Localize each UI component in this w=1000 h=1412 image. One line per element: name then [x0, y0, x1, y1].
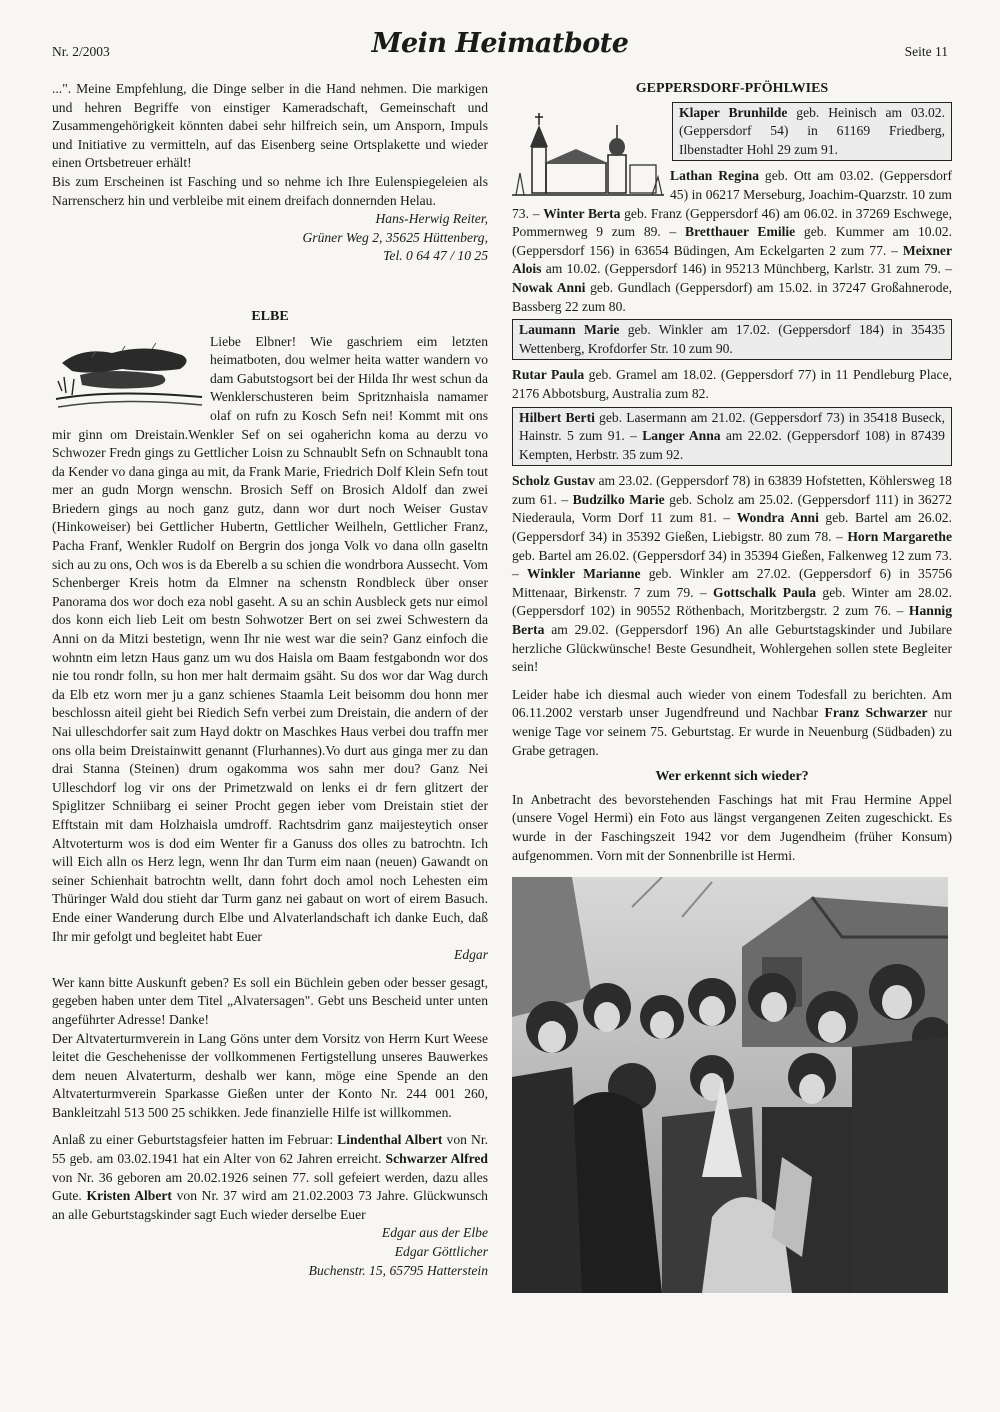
- section-title-wer-erkennt: Wer erkennt sich wieder?: [655, 769, 809, 785]
- church-illustration: [512, 103, 664, 203]
- birthday-paragraph: Anlaß zu einer Geburtstagsfeier hatten im Februar: Lindenthal Albert von Nr. 55 geb. am 03.02.1941 hat ein Alter von 62 Jahren erreicht. Schwarzer Alfred von Nr. 36 geboren am 20.02.1926 seinen 77. soll gefeiert werden, dazu alles Gute. Kristen Albert von Nr. 37 wird am 21.02.2003 73 Jahre. Glückwunsch an alle Geburtstagskinder sagt Euch wieder derselbe Euer: [52, 1132, 488, 1222]
- signature-name: Hans-Herwig Reiter,: [375, 211, 488, 227]
- birthday-box-hilbert: Hilbert Berti geb. Lasermann am 21.02. (Geppersdorf 73) in 35418 Buseck, Hainstr. 5 zum 91. – Langer Anna am 22.02. (Geppersdorf 108) in 87439 Kempten, Herbstr. 35 zum 92.: [512, 407, 952, 467]
- elbe-signature: Edgar: [454, 947, 488, 963]
- verein-paragraph: Der Altvaterturmverein in Lang Göns unter dem Vorsitz von Herrn Kurt Weese leitet die Geschehenisse der vollkommenen Fertigstellung unseres Bauwerkes dem neuen Alvaterturm, deshalb wer kann, möge eine Spende an den Altvaterturmverein Sparkasse Gießen unter der Konto Nr. 244 001 260, Bankleitzahl 513 500 25 schikken. Jede finanzielle Hilfe ist willkommen.: [52, 1030, 488, 1120]
- geppersdorf-paragraph-2: Rutar Paula geb. Gramel am 18.02. (Geppersdorf 77) in 11 Pendleburg Place, 2176 Abbotsburg, Australia zum 82.: [512, 367, 953, 401]
- elbe-text: Liebe Elbner! Wie gaschriem eim letzten heimatboten, dou welmer heita watter wandern vo dam Gabutstogsort bei der Hilda Ihr west schun da Wenklerschusteren beim Spritznhaisla namamer olaf on rufn zu Kosch Sefn nei! Kommt mit ons mir ginn om Dreistain.Wenkler Sef on sei ogaherichn koma au derzu vo Schwozer Fredn gings zu Gettlicher Loisn zu Schnaublt Sefn on Schnaublt tona da Kender vo dana ginga au mit, da Frank Marie, Friedrich Dolf Klein Sefn tout mer an gudn Morgn wenschn. Brosich Seff on Brosich Aldolf dan zwei Briedern gings au noch ganz gutz, dann wor durt noch Weiser Gustav (Hinkoweiser) bei Gettlicher Hubertn, Gettlicher Weilheln, Gettlicher Franz, Pacha Franf, Wenkler Rudolf on Bergrin dos jonga Volk vo dana olln gaseltn sich au zu ons, Och wos is da Eberelb a su schien die wondrbora Aussecht. Vom Schenberger Kreis hotm da Elmner na schenstn Rondbleck über onser Panorama dos wor doch eza nobl gaseht. A su an schin Ausbleck gets nur eimol dos konn eich lieb Leit om bestn Sohwotzer Bert on sei zwei Schwestern da Anni on da Mitzi bestetign, wenn Ihr nie west war die sein? Ganz einfoch die wohntn eim letzn Haus ganz um wu dos Haisla om Baam festgabondn wor dos nie tou rondr folln, su hon mer halt dermaim gsäht. Su dos wor dar Wag durch da Elb etz worn mer ju a ganz schienes Staamla Leit beisomm dou honn mer beschlossn aiteil gieht bei Riedich Sefn verbei zum Dreistain, die andern of der Nai ulleschdorfer sait zum Hayd doktr on Maschkes Haus verbei dou traffn mer ons olla beim Dreistainwitt genannt (Flurhannes).Vo durt aus ginga mer zu dan drai Stanna (Steinen) drum ogakomma wos sahn mer dou? Ganz Nei Ulleschdorf log vir ons der Primetzwald on lenks ei dr fern glitzert der Spiglitzer Schniibarg ei seiner Procht gegen ieber vom Dreistain stiet der Efftstain mit dam Holzhaisla umdroff. Rachtsdrim ganz maijesteytich onser Altvoterturm wos is dod eim Wenter fir a Ganuss dos olles zu batrochtn. Ich will Eich alln os Herz legn, wenn Ihr dan Turm eim naan (neuen) Gawandt on seiner Schienhait batrochtn wellt, dann fohrt doch amol noch Lehesten eim Thüringer Wald dou stieht dar Turm ganz nei gabaut on wort of eirem Basuch. Ende einer Wanderung durch Elbe und Alvaterlandschaft ich danke Euch, daß Ihr mir gefolgt und begleitet habt Euer: [52, 333, 488, 944]
- rock-landscape-illustration: [52, 333, 204, 413]
- masthead-title: Mein Heimatbote: [371, 28, 629, 59]
- birthday-name: Schwarzer Alfred: [385, 1151, 488, 1167]
- signature-address: Grüner Weg 2, 35625 Hüttenberg,: [302, 229, 488, 245]
- geppersdorf-paragraph-3: Scholz Gustav am 23.02. (Geppersdorf 78) in 63839 Hofstetten, Köhlersweg 18 zum 61. – Budzilko Marie geb. Scholz am 25.02. (Geppersdorf 111) in 36272 Niederaula, Vorm Dorf 11 zum 81. – Wondra Anni geb. Bartel am 26.02. (Geppersdorf 34) in 35392 Gießen, Liebigstr. 80 zum 78. – Horn Margarethe geb. Bartel am 26.02. (Geppersdorf 34) in 35394 Gießen, Falkenweg 12 zum 73. – Winkler Marianne geb. Winkler am 27.02. (Geppersdorf 6) in 35756 Mittenaar, Birkenstr. 7 zum 79. – Gottschalk Paula geb. Winter am 28.02. (Geppersdorf 102) in 90552 Röthenbach, Moritzbergstr. 2 zum 76. – Hannig Berta am 29.02. (Geppersdorf 196) An alle Geburtstagskinder und Jubilare herzliche Glückwünsche! Beste Gesundheit, Wohlergehen sollen stete Begleiter sein!: [512, 473, 953, 675]
- group-photo: [512, 877, 948, 1293]
- signature-phone: Tel. 0 64 47 / 10 25: [383, 248, 488, 264]
- auskunft-paragraph: Wer kann bitte Auskunft geben? Es soll ein Büchlein geben oder besser gesagt, gegeben haben unter dem Titel „Alvatersagen". Gebt uns Bescheid unter unten angeführter Adresse! Danke!: [52, 974, 488, 1027]
- geppersdorf-paragraph-1: Lathan Regina geb. Ott am 03.02. (Geppersdorf 45) in 06217 Merseburg, Joachim-Quarzstr. 10 zum 73. – Winter Berta geb. Franz (Geppersdorf 46) am 06.02. in 37269 Eschwege, Pommernweg 9 zum 89. – Bretthauer Emilie geb. Kummer am 10.02. (Geppersdorf 156) in 63654 Büdingen, Am Eckelgarten 2 zum 77. – Meixner Alois am 10.02. (Geppersdorf 146) in 95213 Münchberg, Karlstr. 31 zum 79. – Nowak Anni geb. Gundlach (Geppersdorf) am 15.02. in 37247 Großahnerode, Bassberg 22 zum 80.: [512, 168, 953, 314]
- closing-signature-1: Edgar aus der Elbe: [381, 1225, 488, 1241]
- section-title-geppersdorf: GEPPERSDORF-PFÖHLWIES: [635, 81, 829, 96]
- birthday-box-laumann: Laumann Marie geb. Winkler am 17.02. (Geppersdorf 184) in 35435 Wettenberg, Krofdorfer Str. 10 zum 90.: [512, 319, 952, 360]
- right-column: [512, 80, 952, 1299]
- issue-number: Nr. 2/2003: [52, 44, 110, 59]
- page-header: [52, 28, 948, 68]
- intro-paragraph: ...". Meine Empfehlung, die Dinge selber in die Hand nehmen. Die markigen und hehren Begriffe von einstiger Kameradschaft, Gemeinschaft und Zusammengehörigkeit könnten dabei sehr hilfreich sein, um Ansporn, Impuls und Initiative zu vermitteln, auf das Eisenberg seine Ortsplakette und wieder einen Ortsbetreuer erhält!: [52, 81, 488, 171]
- closing-signature-2: Edgar Göttlicher: [394, 1244, 488, 1260]
- birthday-box-klaper: Klaper Brunhilde geb. Heinisch am 03.02. (Geppersdorf 54) in 61169 Friedberg, Ilbenstadter Hohl 29 zum 91.: [672, 102, 952, 162]
- page-number: Seite 11: [904, 44, 948, 59]
- birthday-name: Lindenthal Albert: [337, 1132, 443, 1148]
- left-column: [52, 80, 488, 1280]
- wer-erkennt-paragraph: In Anbetracht des bevorstehenden Faschings hat mit Frau Hermine Appel (unsere Vogel Hermi) ein Foto aus längst vergangenen Zeiten zugeschickt. Es wurde in der Faschingszeit 1942 vor dem Jugendheim (früher Konsum) aufgenommen. Vorn mit der Sonnenbrille ist Hermi.: [512, 791, 952, 863]
- closing-signature-3: Buchenstr. 15, 65795 Hatterstein: [308, 1262, 488, 1278]
- fasching-paragraph: Bis zum Erscheinen ist Fasching und so nehme ich Ihre Eulenspiegeleien als Narrenscherz hin und verbleibe mit einem dreifach donnernden Helau.: [52, 173, 488, 208]
- section-title-elbe: ELBE: [251, 308, 289, 324]
- birthday-name: Kristen Albert: [86, 1188, 172, 1204]
- obituary-paragraph: Leider habe ich diesmal auch wieder von einem Todesfall zu berichten. Am 06.11.2002 verstarb unser Jugendfreund und Nachbar Franz Schwarzer nur wenige Tage vor seinem 75. Geburtstag. Er wurde in Neuenburg (Südbaden) zu Grabe getragen.: [512, 686, 953, 758]
